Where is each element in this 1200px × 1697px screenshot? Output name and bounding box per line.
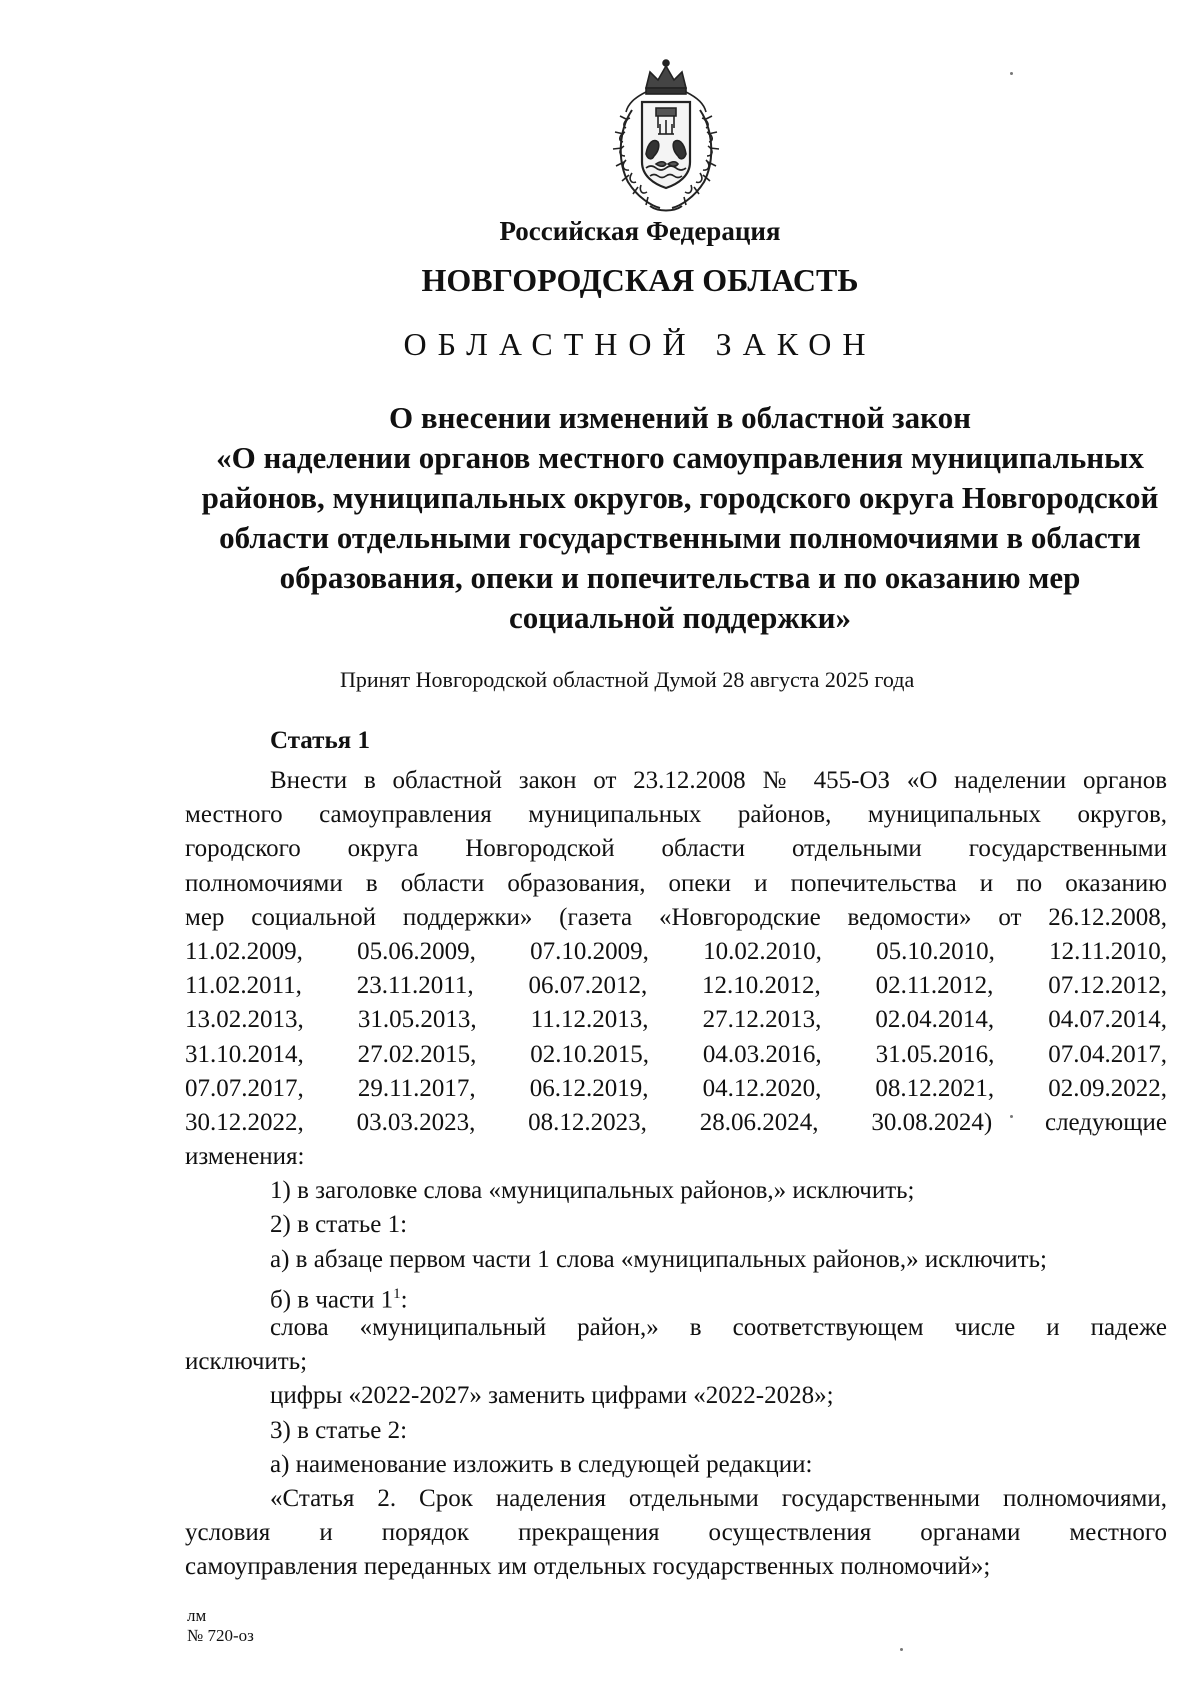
law-title-line: социальной поддержки» (508, 600, 852, 635)
date-value: 02.10.2015, (530, 1040, 650, 1068)
dates-row (185, 969, 1167, 1003)
date-value: 06.07.2012, (528, 972, 648, 1000)
amendment-item: самоуправления переданных им отдельных государственных полномочий»; (185, 1553, 991, 1581)
article-heading: Статья 1 (270, 727, 370, 754)
date-value: 06.12.2019, (529, 1074, 649, 1102)
date-value: 28.06.2024, (699, 1108, 819, 1136)
date-value: 04.07.2014, (1048, 1006, 1167, 1034)
law-title-line: «О наделении органов местного самоуправления муниципальных (216, 440, 1144, 475)
body-line: полномочиями в области образования, опеки и попечительства и по оказанию (185, 869, 1167, 897)
country-name: Российская Федерация (499, 216, 781, 246)
date-value: 07.04.2017, (1048, 1040, 1167, 1068)
date-value: 02.04.2014, (875, 1006, 995, 1034)
dates-row (185, 935, 1167, 969)
date-value: 11.12.2013, (530, 1006, 649, 1034)
body-line: городского округа Новгородской области отдельными государственными (185, 835, 1167, 863)
date-value: 11.02.2009, (185, 937, 303, 965)
document-type: ОБЛАСТНОЙ ЗАКОН (403, 326, 877, 362)
body-line: мер социальной поддержки» (газета «Новгородские ведомости» от 26.12.2008, (185, 903, 1167, 931)
dates-row (185, 1003, 1167, 1037)
date-value: 10.02.2010, (703, 937, 822, 965)
region-name: НОВГОРОДСКАЯ ОБЛАСТЬ (421, 262, 859, 298)
date-value: 31.10.2014, (185, 1040, 304, 1068)
date-value: 23.11.2011, (356, 972, 474, 1000)
amendment-item: 2) в статье 1: (270, 1211, 408, 1239)
date-value: 27.02.2015, (357, 1040, 477, 1068)
body-line: Внести в областной закон от 23.12.2008 № 455-ОЗ «О наделении органов (270, 767, 1167, 794)
date-value: следующие (1044, 1108, 1167, 1136)
date-value: 08.12.2021, (875, 1074, 995, 1102)
date-value: 12.10.2012, (702, 972, 821, 1000)
amendment-item: 3) в статье 2: (270, 1416, 408, 1444)
amendment-item: исключить; (185, 1348, 308, 1376)
date-value: 02.11.2012, (875, 972, 994, 1000)
article-body (185, 764, 1167, 1585)
item-text: б) в части 1 (270, 1286, 394, 1314)
date-value: 02.09.2022, (1048, 1074, 1167, 1102)
law-title-line: районов, муниципальных округов, городского округа Новгородской (201, 480, 1159, 515)
date-value: 27.12.2013, (702, 1006, 822, 1034)
dates-row (185, 1038, 1167, 1072)
coat-of-arms-icon (598, 58, 734, 214)
dates-row (185, 1072, 1167, 1106)
scan-speck (900, 1648, 903, 1651)
date-value: 04.12.2020, (702, 1074, 822, 1102)
adoption-note: Принят Новгородской областной Думой 28 августа 2025 года (340, 667, 915, 692)
body-line: изменения: (185, 1143, 305, 1171)
date-value: 31.05.2013, (357, 1006, 477, 1034)
footer-law-number: № 720-оз (187, 1626, 254, 1645)
date-value: 29.11.2017, (357, 1074, 476, 1102)
scan-speck (1010, 72, 1013, 75)
footer (187, 1606, 254, 1646)
date-value: 31.05.2016, (875, 1040, 995, 1068)
date-value: 04.03.2016, (702, 1040, 822, 1068)
amendment-item: «Статья 2. Срок наделения отдельными государственными полномочиями, (270, 1484, 1167, 1512)
amendment-item: а) наименование изложить в следующей редакции: (270, 1450, 813, 1478)
date-value: 07.10.2009, (530, 937, 649, 965)
amendment-item: а) в абзаце первом части 1 слова «муниципальных районов,» исключить; (270, 1245, 1047, 1273)
amendment-item (185, 1277, 1167, 1314)
date-value: 11.02.2011, (185, 972, 302, 1000)
date-value: 05.06.2009, (357, 937, 476, 965)
law-title-line: области отдельными государственными полномочиями в области (219, 520, 1141, 555)
law-title-line: О внесении изменений в областной закон (389, 400, 971, 435)
date-value: 30.12.2022, (185, 1108, 304, 1136)
amendment-item: слова «муниципальный район,» в соответствующем числе и падеже (270, 1314, 1167, 1341)
item-text: : (400, 1286, 408, 1314)
footer-initials: лм (187, 1606, 207, 1625)
date-value: 07.07.2017, (185, 1074, 304, 1102)
amendment-item: 1) в заголовке слова «муниципальных районов,» исключить; (270, 1177, 915, 1205)
date-value: 03.03.2023, (356, 1108, 476, 1136)
amendment-item: цифры «2022-2027» заменить цифрами «2022-2028»; (270, 1382, 834, 1410)
law-title (180, 398, 1180, 638)
date-value: 30.08.2024) (871, 1108, 993, 1136)
date-value: 08.12.2023, (528, 1108, 647, 1136)
date-value: 05.10.2010, (876, 937, 995, 965)
date-value: 13.02.2013, (185, 1006, 304, 1034)
law-title-line: образования, опеки и попечительства и по оказанию мер (279, 560, 1081, 595)
body-line: местного самоуправления муниципальных районов, муниципальных округов, (185, 801, 1167, 829)
dates-row (185, 1106, 1167, 1140)
date-value: 12.11.2010, (1049, 937, 1167, 965)
scan-speck (1010, 1115, 1013, 1118)
amendment-item: условия и порядок прекращения осуществления органами местного (185, 1519, 1167, 1547)
superscript: 1 (393, 1285, 401, 1302)
date-value: 07.12.2012, (1048, 972, 1167, 1000)
